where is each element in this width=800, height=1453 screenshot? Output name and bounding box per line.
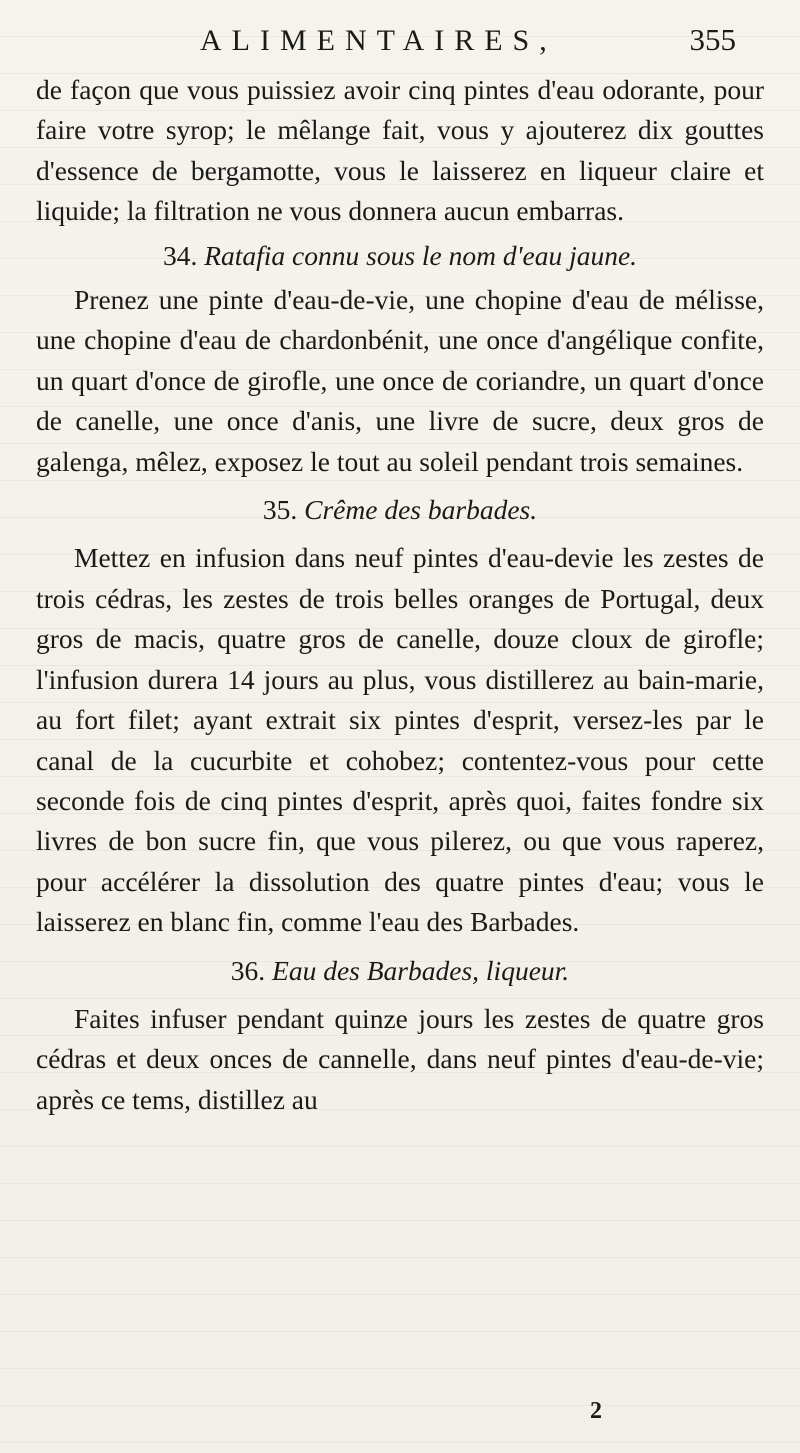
recipe-number: 36.	[230, 954, 266, 986]
recipe-title: Ratafia connu sous le nom d'eau jaune.	[204, 239, 638, 271]
paragraph-recipe-34: Prenez une pinte d'eau-de-vie, une chopine d'eau de mélisse, une chopine d'eau de chardonbénit, une once d'angélique confite, un quart d'once de girofle, une once de coriandre, un quart d'once de canelle, une once d'anis, une livre de sucre, deux gros de galenga, mêlez, exposez le tout au soleil pendant trois semaines.	[36, 284, 764, 477]
paragraph-recipe-36: Faites infuser pendant quinze jours les zestes de quatre gros cédras et deux onces de cannelle, dans neuf pintes d'eau-de-vie; après ce tems, distillez au	[36, 1002, 764, 1115]
running-title: ALIMENTAIRES,	[200, 24, 557, 57]
recipe-heading-34	[36, 236, 764, 276]
page-header	[0, 22, 800, 66]
recipe-title: Eau des Barbades, liqueur.	[272, 954, 570, 986]
recipe-title: Crême des barbades.	[304, 494, 538, 526]
recipe-number: 35.	[262, 494, 298, 526]
recipe-heading-36	[36, 951, 764, 991]
paragraph-continuation: de façon que vous puissiez avoir cinq pintes d'eau odorante, pour faire votre syrop; le mêlange fait, vous y ajouterez dix gouttes d'essence de bergamotte, vous le laisserez en liqueur claire et liquide; la filtration ne vous donnera aucun embarras.	[36, 74, 764, 227]
signature-mark: 2	[590, 1398, 602, 1424]
page-number: 355	[689, 22, 736, 57]
body-text	[36, 70, 764, 1120]
recipe-heading-35	[36, 490, 764, 530]
recipe-number: 34.	[162, 239, 198, 271]
paragraph-recipe-35: Mettez en infusion dans neuf pintes d'eau-devie les zestes de trois cédras, les zestes de trois belles oranges de Portugal, deux gros de macis, quatre gros de canelle, douze cloux de girofle; l'infusion durera 14 jours au plus, vous distillerez au bain-marie, au fort filet; ayant extrait six pintes d'esprit, versez-les par le canal de la cucurbite et cohobez; contentez-vous pour cette seconde fois de cinq pintes d'esprit, après quoi, faites fondre six livres de bon sucre fin, que vous pilerez, ou que vous raperez, pour accélérer la dissolution des quatre pintes d'eau; vous le laisserez en blanc fin, comme l'eau des Barbades.	[36, 542, 764, 938]
